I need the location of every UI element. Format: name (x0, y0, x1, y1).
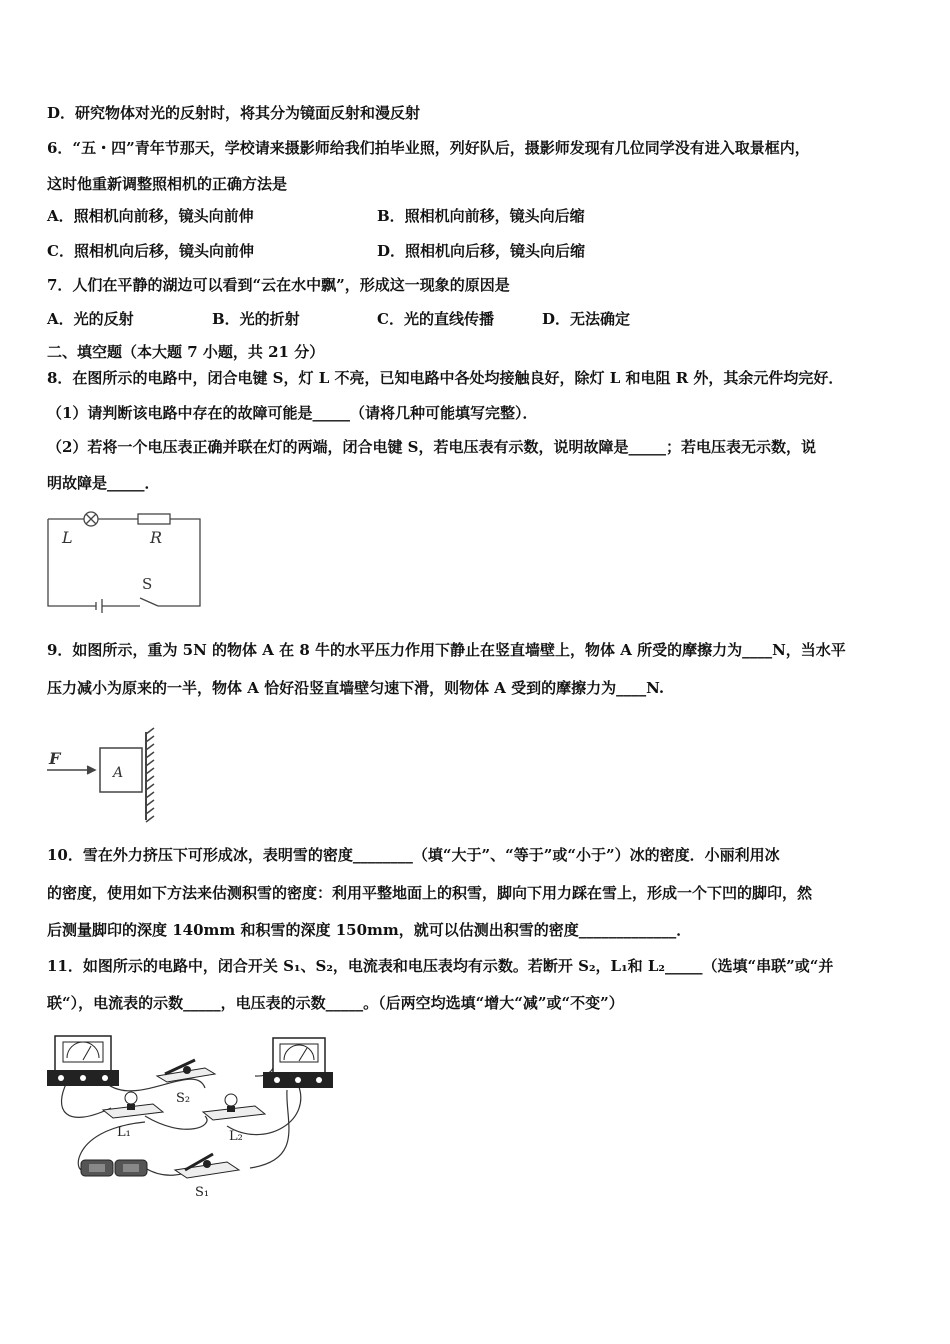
lamp-label: L (62, 528, 73, 547)
lamp-l1 (103, 1092, 163, 1118)
block-label: A (113, 765, 124, 781)
s2-label: S₂ (176, 1091, 191, 1106)
q8-part2-line1: （2）若将一个电压表正确并联在灯的两端，闭合电键 S，若电压表有示数，说明故障是_____；若电压表无示数，说 (47, 438, 816, 456)
q11-circuit-photo (45, 1030, 335, 1210)
force-label: F (49, 749, 61, 768)
switch-s1 (175, 1154, 239, 1178)
q7-option-d: D．无法确定 (542, 310, 631, 328)
q9-stem-line2: 压力减小为原来的一半，物体 A 恰好沿竖直墙壁匀速下滑，则物体 A 受到的摩擦力为____N. (47, 679, 665, 697)
resistor-label: R (150, 528, 163, 547)
switch-label: S (142, 575, 153, 593)
ammeter (47, 1036, 119, 1086)
resistor-symbol (138, 514, 170, 524)
q7-option-b: B．光的折射 (212, 310, 300, 328)
q10-line2: 的密度，使用如下方法来估测积雪的密度：利用平整地面上的积雪，脚向下用力踩在雪上，形成一个下凹的脚印，然 (47, 884, 813, 902)
q6-option-b: B．照相机向前移，镜头向后缩 (377, 207, 585, 225)
q9-stem-line1: 9．如图所示，重为 5N 的物体 A 在 8 牛的水平压力作用下静止在竖直墙壁上，物体 A 所受的摩擦力为____N，当水平 (47, 641, 846, 659)
battery-pack (81, 1160, 147, 1176)
lamp-l2 (203, 1094, 265, 1120)
q8-part1: （1）请判断该电路中存在的故障可能是_____（请将几种可能填写完整）． (47, 404, 538, 422)
q9-wall-block-diagram (45, 728, 165, 823)
q10-line1: 10．雪在外力挤压下可形成冰，表明雪的密度________（填“大于”、“等于”或“小于”）冰的密度．小丽利用冰 (47, 846, 780, 864)
switch-s2 (157, 1060, 215, 1082)
q6-option-d: D．照相机向后移，镜头向后缩 (377, 242, 586, 260)
s1-label: S₁ (195, 1185, 210, 1200)
voltmeter (263, 1038, 333, 1088)
q5-option-d: D．研究物体对光的反射时，将其分为镜面反射和漫反射 (47, 104, 421, 122)
q6-stem-line2: 这时他重新调整照相机的正确方法是 (47, 175, 288, 193)
q10-line3: 后测量脚印的深度 140mm 和积雪的深度 150mm，就可以估测出积雪的密度_____________． (47, 921, 692, 939)
q6-stem-line1: 6．“五・四”青年节那天，学校请来摄影师给我们拍毕业照，列好队后，摄影师发现有几位同学没有进入取景框内， (47, 139, 810, 157)
q8-stem: 8．在图所示的电路中，闭合电键 S，灯 L 不亮，已知电路中各处均接触良好，除灯 L 和电阻 R 外，其余元件均完好． (47, 369, 844, 387)
q7-option-c: C．光的直线传播 (377, 310, 494, 328)
l2-label: L₂ (229, 1129, 243, 1144)
l1-label: L₁ (117, 1125, 131, 1140)
q7-option-a: A．光的反射 (47, 310, 134, 328)
q11-line1: 11．如图所示的电路中，闭合开关 S₁、S₂，电流表和电压表均有示数。若断开 S₂，L₁和 L₂_____（选填“串联”或“并 (47, 957, 834, 975)
q11-line2: 联“），电流表的示数_____，电压表的示数_____。（后两空均选填“增大“减”或“不变”） (47, 994, 624, 1012)
q6-option-a: A．照相机向前移，镜头向前伸 (47, 207, 254, 225)
q6-option-c: C．照相机向后移，镜头向前伸 (47, 242, 254, 260)
q7-stem: 7．人们在平静的湖边可以看到“云在水中飘”，形成这一现象的原因是 (47, 276, 510, 294)
battery-symbol (96, 599, 102, 613)
section-2-title: 二、填空题（本大题 7 小题，共 21 分） (47, 343, 325, 361)
q8-part2-line2: 明故障是_____． (47, 474, 160, 492)
switch-symbol (140, 598, 158, 606)
q8-circuit-diagram (40, 505, 210, 615)
